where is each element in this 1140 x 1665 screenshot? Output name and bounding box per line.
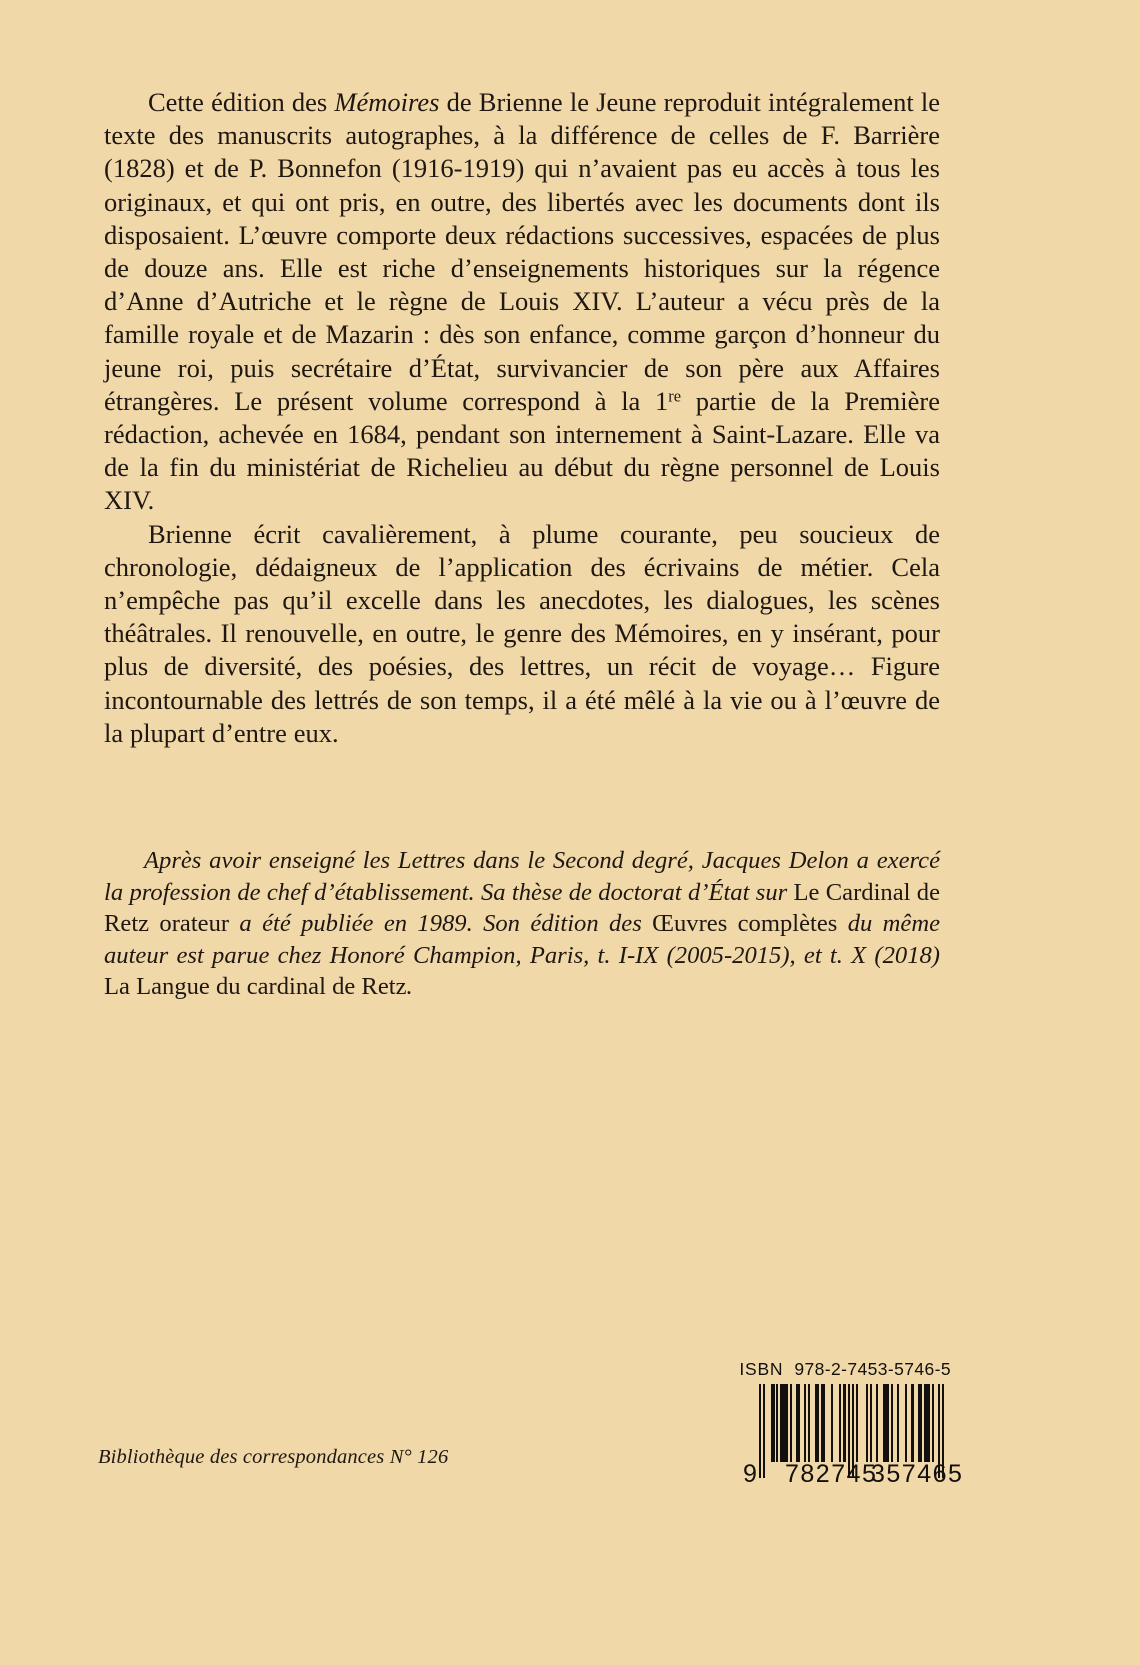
isbn-label: ISBN (739, 1359, 784, 1379)
isbn-number: 978-2-7453-5746-5 (794, 1359, 951, 1379)
ean13-barcode (741, 1384, 964, 1490)
author-biography-paragraph (104, 845, 940, 1003)
series-collection-line: Bibliothèque des correspondances N° 126 (98, 1446, 449, 1468)
bio-segment-4: . (406, 973, 413, 1000)
bio-segment-2: a été publiée en 1989. Son édition des (229, 910, 653, 937)
author-biography-block (104, 845, 940, 1003)
ean13-digits (741, 1460, 964, 1490)
ean-lead-digit: 9 (743, 1460, 759, 1488)
isbn-line (723, 1359, 953, 1380)
ean-left-group: 782745 (785, 1460, 878, 1488)
barcode-bar (858, 1384, 866, 1462)
blurb-p1-segment-a: Cette édition des (148, 87, 335, 117)
blurb-p1-segment-b: de Brienne le Jeune reproduit intégralement le texte des manuscrits autographes, à la différence de celles de F. Barrière (1828) et de P. Bonnefon (1916-1919) qui n’avaient pas eu accès à tous les originaux, et qui ont pris, en outre, des libertés avec les documents dont ils disposaient. L’œuvre comporte deux rédactions successives, espacées de plus de douze ans. Elle est riche d’enseignements historiques sur la régence d’Anne d’Autriche et le règne de Louis XIV. L’auteur a vécu près de la famille royale et de Mazarin : dès son enfance, comme garçon d’honneur du jeune roi, puis secrétaire d’État, survivancier de son père aux Affaires étrangères. Le présent volume correspond à la 1 (104, 87, 940, 416)
blurb-p1-segment-c: partie de la Première rédaction, achevée en 1684, pendant son internement à Saint-Lazare. Elle va de la fin du ministériat de Richelieu au début du règne personnel de Louis XIV. (104, 385, 940, 516)
blurb-text-block (104, 86, 940, 750)
ean-right-group: 357465 (871, 1460, 964, 1488)
bio-work-title-oeuvres-completes: Œuvres complètes (652, 910, 838, 937)
bio-segment-3: du même auteur est parue chez Honoré Champion, Paris, t. I-IX (2005-2015), et t. X (2018) (104, 910, 940, 969)
bio-work-title-la-langue: La Langue du cardinal de Retz (104, 973, 407, 1000)
barcode-bar (780, 1384, 788, 1462)
blurb-paragraph-2: Brienne écrit cavalièrement, à plume courante, peu soucieux de chronologie, dédaigneux de l’application des écrivains de métier. Cela n’empêche pas qu’il excelle dans les anecdotes, les dialogues, les scènes théâtrales. Il renouvelle, en outre, le genre des Mémoires, en y insérant, pour plus de diversité, des poésies, des lettres, un récit de voyage… Figure incontournable des lettrés de son temps, il a été mêlé à la vie ou à l’œuvre de la plupart d’entre eux. (104, 518, 940, 748)
blurb-paragraph-1 (104, 86, 940, 518)
blurb-p1-title-memoires: Mémoires (334, 87, 440, 117)
bio-work-title-cardinal-de-retz: Le Cardinal de Retz orateur (104, 878, 940, 937)
isbn-barcode-zone (723, 1359, 964, 1490)
blurb-p1-ordinal-suffix: re (668, 386, 682, 406)
bio-segment-1: Après avoir enseigné les Lettres dans le Second degré, Jacques Delon a exercé la profession de chef d’établissement. Sa thèse de doctorat d’État sur (104, 847, 940, 906)
